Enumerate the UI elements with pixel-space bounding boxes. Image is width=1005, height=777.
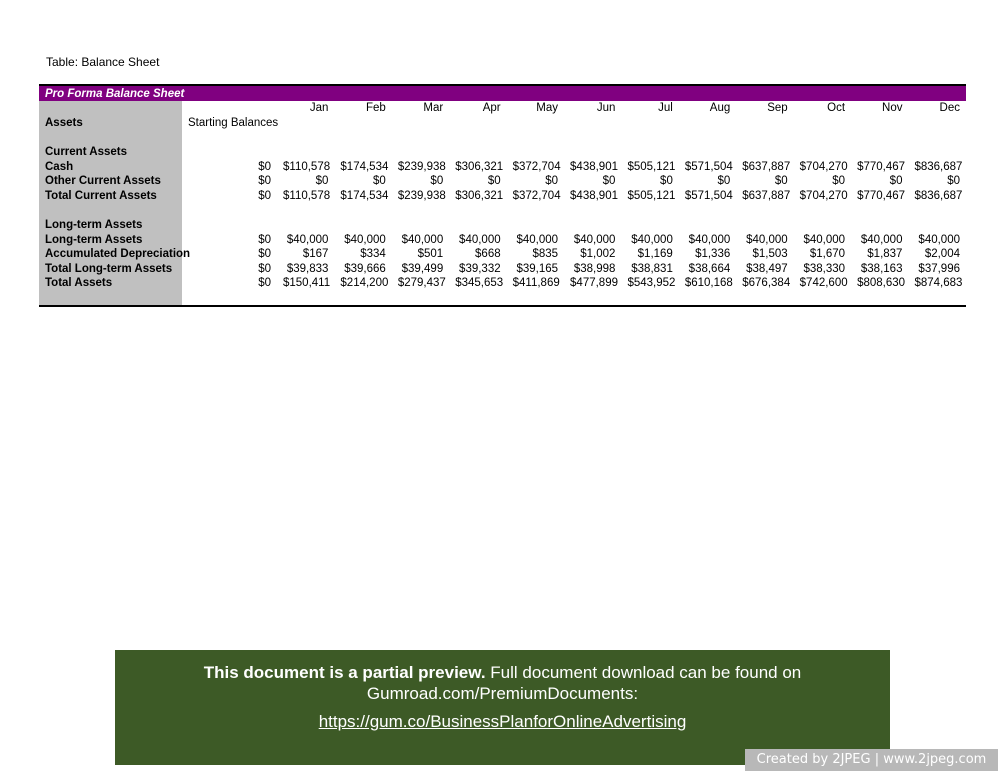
value-cell: $37,996 — [918, 262, 960, 275]
empty-cell — [679, 116, 736, 131]
table-caption: Table: Balance Sheet — [46, 55, 160, 69]
month-header: Jan — [309, 102, 329, 115]
empty-cell — [908, 145, 966, 160]
empty-cell — [564, 130, 621, 145]
value-cell: $1,837 — [867, 248, 903, 261]
value-cell: $40,000 — [401, 233, 444, 246]
value-cell: $0 — [774, 175, 788, 188]
spacer-row — [39, 130, 966, 145]
empty-cell — [564, 203, 621, 218]
value-cell: $637,887 — [742, 160, 791, 173]
empty-cell — [392, 218, 449, 233]
value-cell: $411,869 — [512, 277, 560, 290]
starting-balance: $0 — [258, 233, 271, 246]
empty-cell — [392, 203, 449, 218]
value-cell: $239,938 — [397, 160, 446, 173]
title-spacer — [564, 85, 621, 101]
title-spacer — [794, 85, 851, 101]
starting-balance: $0 — [258, 248, 271, 261]
value-cell: $1,503 — [752, 248, 788, 261]
value-cell: $167 — [302, 248, 329, 261]
empty-cell — [564, 145, 621, 160]
empty-cell — [392, 130, 449, 145]
value-cell: $40,000 — [803, 233, 846, 246]
empty-cell — [851, 145, 908, 160]
value-cell: $742,600 — [799, 277, 848, 290]
empty-cell — [851, 203, 908, 218]
empty-cell — [851, 291, 908, 307]
empty-cell — [908, 130, 966, 145]
empty-cell — [277, 145, 334, 160]
value-cell: $39,666 — [344, 262, 386, 275]
empty-cell — [621, 116, 678, 131]
empty-cell — [334, 130, 391, 145]
banner-text-2: Gumroad.com/PremiumDocuments: — [366, 684, 639, 703]
starting-balance: $0 — [258, 189, 271, 202]
value-cell: $0 — [947, 175, 960, 188]
empty-cell — [564, 116, 621, 131]
empty-cell — [449, 291, 506, 307]
value-cell: $40,000 — [286, 233, 329, 246]
month-header: Nov — [882, 102, 903, 115]
empty-cell — [908, 291, 966, 307]
empty-cell — [39, 130, 182, 145]
empty-cell — [564, 291, 621, 307]
value-cell: $40,000 — [459, 233, 501, 246]
value-cell: $770,467 — [857, 189, 906, 202]
value-cell: $571,504 — [684, 189, 733, 202]
empty-cell — [851, 218, 908, 233]
balance-sheet — [39, 84, 966, 307]
value-cell: $836,687 — [914, 160, 963, 173]
starting-balance — [182, 145, 277, 160]
header-spacer — [182, 101, 277, 116]
value-cell: $0 — [660, 175, 673, 188]
empty-cell — [392, 291, 449, 307]
empty-cell — [507, 116, 564, 131]
empty-cell — [449, 203, 506, 218]
value-cell: $372,704 — [512, 160, 561, 173]
assets-header-row — [39, 116, 966, 131]
empty-cell — [908, 203, 966, 218]
value-cell: $770,467 — [857, 160, 906, 173]
value-cell: $836,687 — [914, 189, 963, 202]
title-spacer — [182, 85, 277, 101]
value-cell: $38,664 — [688, 262, 731, 275]
value-cell: $637,887 — [742, 189, 791, 202]
value-cell: $334 — [360, 248, 386, 261]
title-spacer — [736, 85, 793, 101]
empty-cell — [392, 145, 449, 160]
value-cell: $40,000 — [688, 233, 731, 246]
empty-cell — [39, 291, 182, 307]
spacer-row — [39, 291, 966, 307]
download-link[interactable]: https://gum.co/BusinessPlanforOnlineAdvertising — [318, 712, 687, 731]
table-row — [39, 189, 966, 204]
preview-banner — [115, 650, 890, 765]
row-label: Other Current Assets — [39, 174, 182, 189]
empty-cell — [277, 203, 334, 218]
value-cell: $0 — [430, 175, 444, 188]
empty-cell — [621, 203, 678, 218]
table-row — [39, 232, 966, 247]
value-cell: $279,437 — [397, 277, 446, 290]
empty-cell — [794, 291, 851, 307]
value-cell: $40,000 — [344, 233, 386, 246]
empty-cell — [334, 203, 391, 218]
value-cell: $704,270 — [799, 160, 848, 173]
empty-cell — [334, 218, 391, 233]
empty-cell — [507, 130, 564, 145]
table-row — [39, 145, 966, 160]
starting-balance — [182, 218, 277, 233]
value-cell: $40,000 — [746, 233, 788, 246]
empty-cell — [277, 291, 334, 307]
table-row — [39, 218, 966, 233]
row-label: Current Assets — [39, 145, 182, 160]
row-label: Accumulated Depreciation — [39, 247, 182, 262]
value-cell: $40,000 — [860, 233, 903, 246]
month-header: Feb — [365, 102, 386, 115]
value-cell: $505,121 — [627, 189, 676, 202]
empty-cell — [277, 130, 334, 145]
empty-cell — [392, 116, 449, 131]
title-row — [39, 85, 966, 101]
value-cell: $610,168 — [684, 277, 733, 290]
value-cell: $543,952 — [627, 277, 676, 290]
empty-cell — [679, 218, 736, 233]
empty-cell — [679, 145, 736, 160]
row-label: Cash — [39, 159, 182, 174]
empty-cell — [334, 116, 391, 131]
empty-cell — [507, 203, 564, 218]
empty-cell — [507, 218, 564, 233]
empty-cell — [851, 130, 908, 145]
value-cell: $0 — [602, 175, 616, 188]
value-cell: $676,384 — [742, 277, 791, 290]
value-cell: $505,121 — [627, 160, 676, 173]
month-header: Oct — [827, 102, 846, 115]
value-cell: $214,200 — [340, 277, 389, 290]
month-header: Mar — [423, 102, 444, 115]
empty-cell — [908, 116, 966, 131]
empty-cell — [182, 130, 277, 145]
month-header: May — [536, 102, 559, 115]
title-spacer — [507, 85, 564, 101]
value-cell: $0 — [315, 175, 329, 188]
value-cell: $477,899 — [570, 277, 618, 290]
value-cell: $1,336 — [695, 248, 731, 261]
empty-cell — [736, 291, 793, 307]
empty-cell — [621, 218, 678, 233]
value-cell: $38,330 — [803, 262, 846, 275]
empty-cell — [736, 116, 793, 131]
starting-balance: $0 — [258, 175, 271, 188]
row-label: Total Assets — [39, 276, 182, 291]
balance-sheet-table — [39, 84, 966, 307]
month-header: Sep — [767, 102, 788, 115]
value-cell: $0 — [717, 175, 731, 188]
month-header-row — [39, 101, 966, 116]
value-cell: $835 — [532, 248, 559, 261]
banner-bold-text: This document is a partial preview. — [203, 663, 486, 682]
value-cell: $38,163 — [860, 262, 903, 275]
value-cell: $239,938 — [397, 189, 446, 202]
value-cell: $571,504 — [684, 160, 733, 173]
value-cell: $306,321 — [455, 160, 504, 173]
title-spacer — [908, 85, 966, 101]
empty-cell — [679, 130, 736, 145]
header-spacer — [39, 101, 182, 116]
watermark: Created by 2JPEG | www.2jpeg.com — [745, 749, 998, 771]
empty-cell — [277, 116, 334, 131]
table-row — [39, 247, 966, 262]
empty-cell — [182, 291, 277, 307]
empty-cell — [794, 116, 851, 131]
title-spacer — [392, 85, 449, 101]
value-cell: $501 — [417, 248, 444, 261]
value-cell: $40,000 — [918, 233, 960, 246]
value-cell: $40,000 — [516, 233, 559, 246]
starting-balance: $0 — [258, 277, 271, 290]
value-cell: $39,499 — [401, 262, 444, 275]
row-label: Long-term Assets — [39, 218, 182, 233]
title-spacer — [277, 85, 334, 101]
empty-cell — [621, 291, 678, 307]
value-cell: $150,411 — [283, 277, 331, 290]
value-cell: $372,704 — [512, 189, 561, 202]
title-spacer — [621, 85, 678, 101]
empty-cell — [736, 145, 793, 160]
empty-cell — [507, 291, 564, 307]
starting-balance — [182, 203, 277, 218]
value-cell: $38,831 — [631, 262, 673, 275]
value-cell: $0 — [545, 175, 559, 188]
value-cell: $174,534 — [340, 160, 389, 173]
table-row — [39, 203, 966, 218]
empty-cell — [679, 203, 736, 218]
month-header: Apr — [482, 102, 501, 115]
table-row — [39, 276, 966, 291]
value-cell: $110,578 — [283, 160, 331, 173]
value-cell: $0 — [889, 175, 903, 188]
value-cell: $1,169 — [637, 248, 673, 261]
starting-balance: $0 — [258, 160, 271, 173]
title-spacer — [334, 85, 391, 101]
month-header: Aug — [709, 102, 731, 115]
banner-message — [115, 662, 890, 704]
title-spacer — [679, 85, 736, 101]
value-cell: $174,534 — [340, 189, 389, 202]
value-cell: $40,000 — [631, 233, 673, 246]
empty-cell — [449, 145, 506, 160]
row-label: Total Current Assets — [39, 189, 182, 204]
value-cell: $38,497 — [746, 262, 788, 275]
value-cell: $0 — [373, 175, 386, 188]
empty-cell — [564, 218, 621, 233]
empty-cell — [334, 291, 391, 307]
empty-cell — [851, 116, 908, 131]
starting-balances-label: Starting Balances — [188, 116, 279, 129]
empty-cell — [277, 218, 334, 233]
value-cell: $438,901 — [570, 160, 618, 173]
empty-cell — [794, 203, 851, 218]
empty-cell — [679, 291, 736, 307]
value-cell: $39,165 — [516, 262, 559, 275]
empty-cell — [449, 116, 506, 131]
value-cell: $1,002 — [580, 248, 616, 261]
banner-text-1: Full document download can be found on — [485, 663, 802, 682]
value-cell: $0 — [487, 175, 501, 188]
month-header: Dec — [939, 102, 960, 115]
title-spacer — [851, 85, 908, 101]
sheet-title: Pro Forma Balance Sheet — [39, 85, 182, 101]
empty-cell — [794, 218, 851, 233]
value-cell: $39,833 — [286, 262, 329, 275]
row-label: Long-term Assets — [39, 232, 182, 247]
empty-cell — [621, 145, 678, 160]
empty-cell — [449, 130, 506, 145]
value-cell: $808,630 — [857, 277, 906, 290]
empty-cell — [794, 130, 851, 145]
value-cell: $39,332 — [459, 262, 501, 275]
value-cell: $1,670 — [809, 248, 846, 261]
empty-cell — [908, 218, 966, 233]
value-cell: $874,683 — [914, 277, 963, 290]
value-cell: $40,000 — [573, 233, 616, 246]
row-label: Total Long-term Assets — [39, 262, 182, 277]
assets-label: Assets — [39, 116, 182, 131]
starting-balance: $0 — [258, 262, 271, 275]
empty-cell — [736, 130, 793, 145]
empty-cell — [794, 145, 851, 160]
value-cell: $110,578 — [283, 189, 331, 202]
empty-cell — [621, 130, 678, 145]
row-label — [39, 203, 182, 218]
empty-cell — [449, 218, 506, 233]
table-row — [39, 174, 966, 189]
table-row — [39, 159, 966, 174]
month-header: Jun — [596, 102, 616, 115]
title-spacer — [449, 85, 506, 101]
value-cell: $38,998 — [573, 262, 616, 275]
empty-cell — [507, 145, 564, 160]
value-cell: $704,270 — [799, 189, 848, 202]
value-cell: $306,321 — [455, 189, 504, 202]
value-cell: $345,653 — [455, 277, 504, 290]
table-row — [39, 262, 966, 277]
value-cell: $2,004 — [924, 248, 960, 261]
value-cell: $668 — [475, 248, 501, 261]
empty-cell — [736, 203, 793, 218]
empty-cell — [736, 218, 793, 233]
empty-cell — [334, 145, 391, 160]
value-cell: $438,901 — [570, 189, 618, 202]
month-header: Jul — [658, 102, 673, 115]
value-cell: $0 — [832, 175, 846, 188]
